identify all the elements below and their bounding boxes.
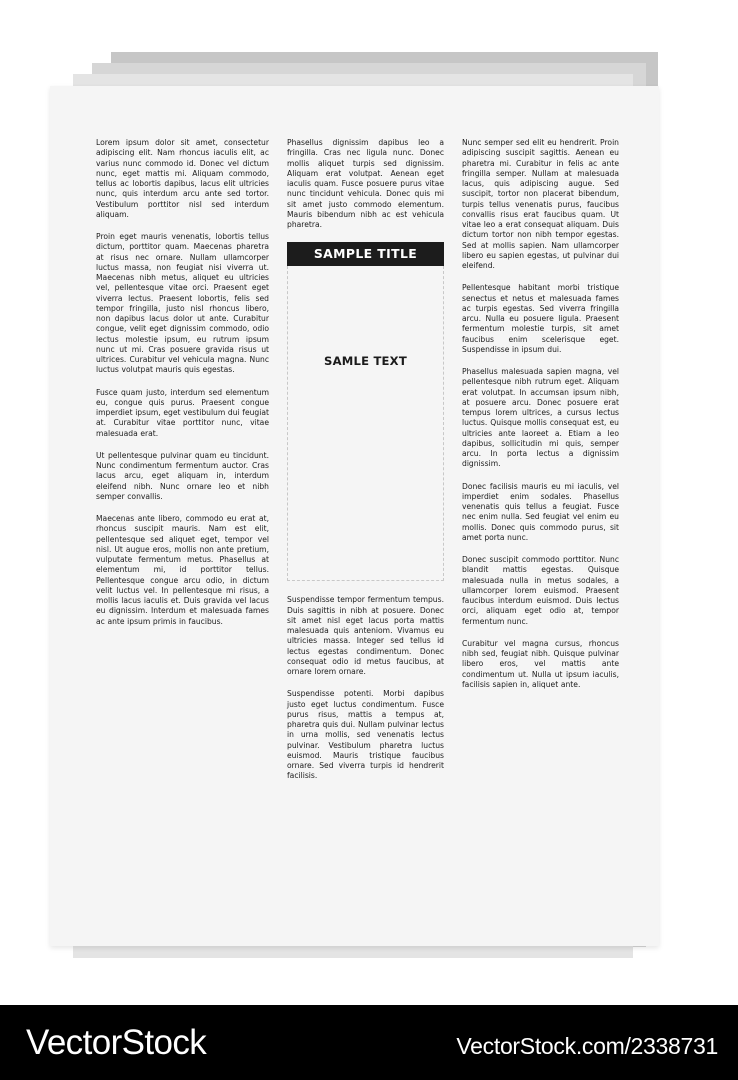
paragraph: Curabitur vel magna cursus, rhoncus nibh sed, feugiat nibh. Quisque pulvinar libero eros, vel mattis ante condimentum ut. Nulla ut ipsum iaculis, facilisis sapien in, aliquet ante.: [462, 638, 619, 689]
watermark-url: VectorStock.com/2338731: [456, 1033, 718, 1059]
paragraph: Suspendisse tempor fermentum tempus. Duis sagittis in nibh at posuere. Donec sit amet nisl eget lacus porta mattis malesuada quis anteniom. Vivamus eu ultricies massa. Integer sed tellus id lectus egestas condimentum. Donec consequat odio id metus faucibus, at ornare lorem ornare.: [287, 595, 444, 676]
paragraph: Nunc semper sed elit eu hendrerit. Proin adipiscing suscipit sagittis. Aenean eu pharetra mi. Curabitur in felis ac ante fringilla semper. Nullam at malesuada lacus, quis adipiscing augue. Sed suscipit, tortor non placerat bibendum, turpis tellus venenatis purus, faucibus convallis risus erat faucibus quam. Ut vitae leo a erat consequat aliquam. Duis dictum tortor non nibh tempor egestas. Sed at mollis sapien. Nam ullamcorper libero eu sapien egestas, ut pulvinar dui eleifend.: [462, 138, 619, 270]
paragraph: Suspendisse potenti. Morbi dapibus justo eget luctus condimentum. Fusce purus risus, mattis a tempus at, pharetra quis dui. Nullam pulvinar lectus in urna mollis, sed venenatis lectus pulvinar. Vestibulum pharetra luctus euismod. Mauris tristique faucibus ornare. Sed viverra turpis id hendrerit facilisis.: [287, 689, 444, 781]
paragraph: Fusce quam justo, interdum sed elementum eu, congue quis purus. Praesent congue imperdiet ipsum, eget vestibulum dui feugiat at. Curabitur vitae porttitor nunc, vitae malesuada erat.: [96, 387, 269, 438]
paragraph: Maecenas ante libero, commodo eu erat at, rhoncus suscipit mauris. Nam est elit, pellentesque sed aliquet eget, tempor vel nisl. Ut augue eros, mollis non ante pretium, vulputate fermentum metus. Phasellus at elementum mi, id porttitor tellus. Pellentesque congue arcu odio, in dictum velit luctus vel. In pellentesque mi risus, a mollis lacus iaculis et. Duis gravida vel lacus eu dignissim. Interdum et malesuada fames ac ante ipsum primis in faucibus.: [96, 514, 269, 626]
paragraph: Lorem ipsum dolor sit amet, consectetur adipiscing elit. Nam rhoncus iaculis elit, ac varius nunc commodo id. Donec vel dictum nunc, eget mattis mi. Aliquam commodo, tellus ac lobortis dapibus, lacus elit ultricies nunc, quis interdum arcu ante sed tortor. Vestibulum porttitor nisl sed interdum aliquam.: [96, 138, 269, 219]
paragraph: Pellentesque habitant morbi tristique senectus et netus et malesuada fames ac turpis egestas. Sed viverra fringilla arcu. Nulla eu posuere ligula. Praesent fermentum molestie turpis, sit amet faucibus enim scelerisque eget. Suspendisse in ipsum dui.: [462, 283, 619, 354]
paragraph: Donec suscipit commodo porttitor. Nunc blandit mattis egestas. Quisque malesuada nulla in metus sodales, a ullamcorper lorem euismod. Praesent faucibus interdum euismod. Duis lectus orci, aliquam eget odio at, tempor fermentum nunc.: [462, 555, 619, 626]
paragraph: Ut pellentesque pulvinar quam eu tincidunt. Nunc condimentum fermentum auctor. Cras lacus arcu, eget aliquam in, interdum eleifend nibh. Nunc ornare leo et nibh semper convallis.: [96, 450, 269, 501]
column-left: [96, 138, 269, 627]
page-content: [50, 86, 659, 946]
column-right: [462, 138, 619, 690]
watermark-brand: VectorStock: [26, 1023, 207, 1062]
image-placeholder-box: [287, 266, 444, 581]
paragraph: Proin eget mauris venenatis, lobortis tellus dictum, porttitor quam. Maecenas pharetra at risus nec ornare. Nullam ullamcorper luctus massa, non feugiat nisi viverra ut. Maecenas nibh metus, aliquet eu ultricies vel, pellentesque vitae orci. Praesent eget viverra lectus. Praesent lobortis, felis sed tempor fringilla, justo nisl rhoncus libero, non dapibus lacus dolor ut ante. Curabitur congue, velit eget dignissim commodo, odio lectus molestie ipsum, eu rutrum ipsum nunc ut mi. Cras posuere gravida risus ut ultrices. Curabitur vel vehicula magna. Nunc luctus volutpat mauris quis egestas.: [96, 232, 269, 375]
headline-banner: SAMPLE TITLE: [287, 242, 444, 266]
column-middle: [287, 138, 444, 782]
image-placeholder-label: SAMLE TEXT: [324, 354, 407, 369]
paragraph: Phasellus malesuada sapien magna, vel pellentesque nibh rutrum eget. Aliquam erat volutpat. In accumsan ipsum nibh, at posuere arcu. Donec posuere erat tempus lorem ultrices, a cursus lectus luctus. Quisque mollis consequat est, eu ultricies ante laoreet a. Etiam a leo dapibus, sollicitudin mi quis, semper arcu. In porta lectus a dignissim dignissim.: [462, 367, 619, 469]
paragraph: Donec facilisis mauris eu mi iaculis, vel imperdiet enim sodales. Phasellus venenatis quis tellus a feugiat. Fusce nec enim nulla. Sed feugiat vel enim eu mollis. Donec quis commodo purus, sit amet porta nunc.: [462, 481, 619, 542]
watermark-footer: [0, 1005, 738, 1080]
paragraph: Phasellus dignissim dapibus leo a fringilla. Cras nec ligula nunc. Donec mollis aliquet turpis sed dignissim. Aliquam erat volutpat. Aenean eget iaculis quam. Fusce posuere purus vitae nunc tincidunt vehicula. Donec quis mi sit amet justo commodo elementum. Mauris bibendum nibh ac est vehicula pharetra.: [287, 138, 444, 229]
